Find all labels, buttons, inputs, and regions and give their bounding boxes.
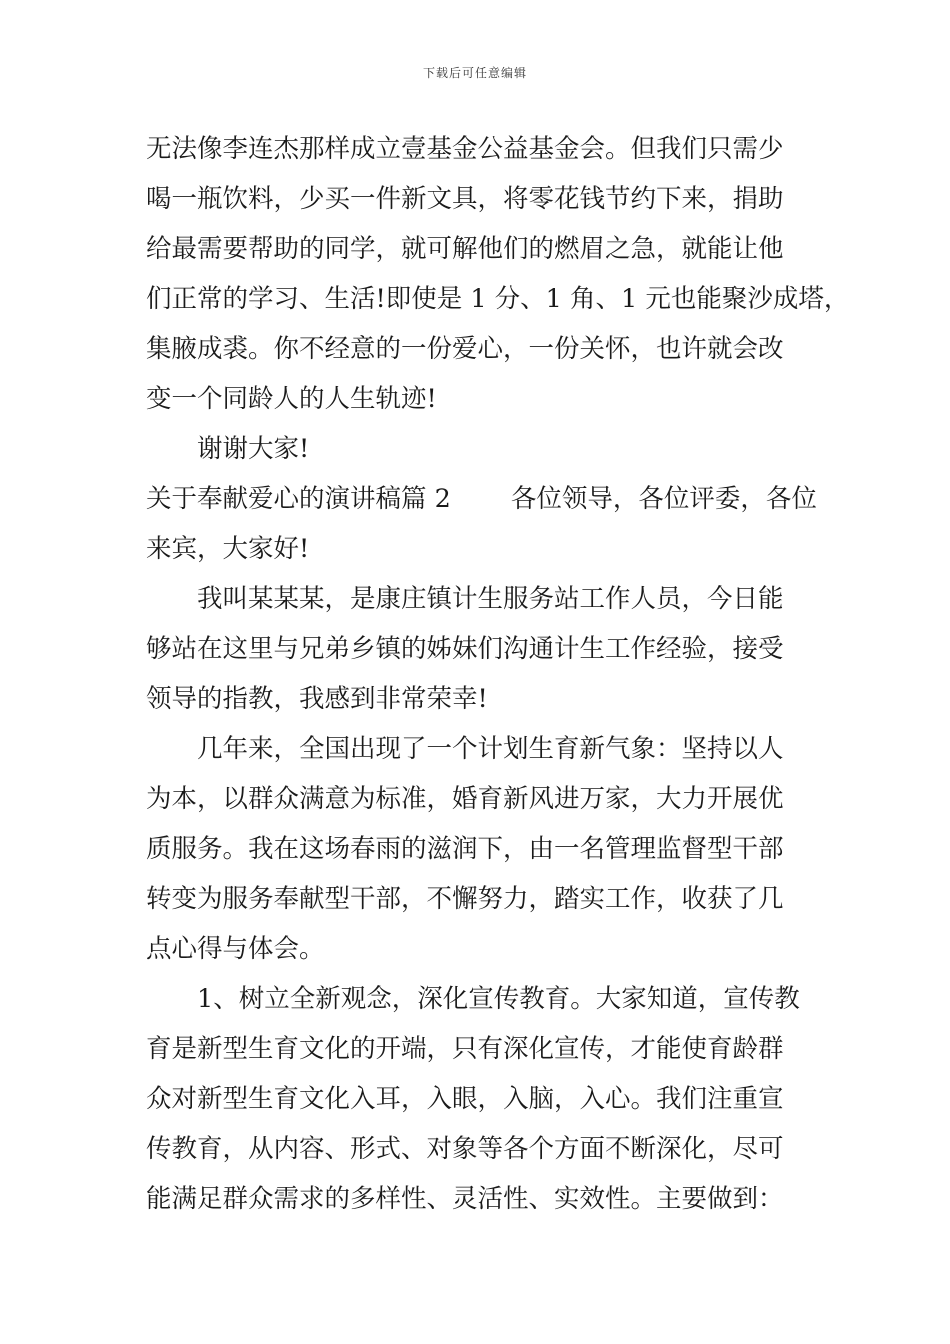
- page-header: 下载后可任意编辑: [422, 66, 527, 80]
- text-line: 1、树立全新观念，深化宣传教育。大家知道，宣传教: [197, 984, 800, 1014]
- greeting-text: 各位领导，各位评委，各位: [510, 484, 817, 514]
- text-line: 无法像李连杰那样成立壹基金公益基金会。但我们只需少: [146, 134, 784, 164]
- text-line: 集腋成裘。你不经意的一份爱心，一份关怀，也许就会改: [146, 334, 784, 364]
- section-title-line: [146, 474, 816, 524]
- text-line: 来宾，大家好!: [146, 534, 310, 564]
- text-line: 能满足群众需求的多样性、灵活性、实效性。主要做到：: [146, 1184, 784, 1214]
- text-line: 领导的指教，我感到非常荣幸!: [146, 684, 488, 714]
- text-line: 为本，以群众满意为标准，婚育新风进万家，大力开展优: [146, 784, 784, 814]
- text-line: 我叫某某某，是康庄镇计生服务站工作人员，今日能: [197, 584, 784, 614]
- text-line: 给最需要帮助的同学，就可解他们的燃眉之急，就能让他: [146, 234, 784, 264]
- text-line: 够站在这里与兄弟乡镇的姊妹们沟通计生工作经验，接受: [146, 634, 784, 664]
- text-line: 点心得与体会。: [146, 934, 325, 964]
- text-line: 喝一瓶饮料，少买一件新文具，将零花钱节约下来，捐助: [146, 184, 784, 214]
- text-line: 转变为服务奉献型干部，不懈努力，踏实工作，收获了几: [146, 884, 784, 914]
- text-line: 育是新型生育文化的开端，只有深化宣传，才能使育龄群: [146, 1034, 784, 1064]
- text-line: 变一个同龄人的人生轨迹!: [146, 384, 437, 414]
- text-line: 质服务。我在这场春雨的滋润下，由一名管理监督型干部: [146, 834, 784, 864]
- text-line: 们正常的学习、生活!即使是 1 分、1 角、1 元也能聚沙成塔，: [146, 284, 850, 314]
- text-line: 众对新型生育文化入耳，入眼，入脑，入心。我们注重宣: [146, 1084, 784, 1114]
- thanks-line: 谢谢大家!: [197, 434, 310, 464]
- text-line: 传教育，从内容、形式、对象等各个方面不断深化，尽可: [146, 1134, 784, 1164]
- document-body: [146, 124, 850, 1224]
- text-line: 几年来，全国出现了一个计划生育新气象：坚持以人: [197, 734, 784, 764]
- section-title: 关于奉献爱心的演讲稿篇 2: [146, 484, 451, 514]
